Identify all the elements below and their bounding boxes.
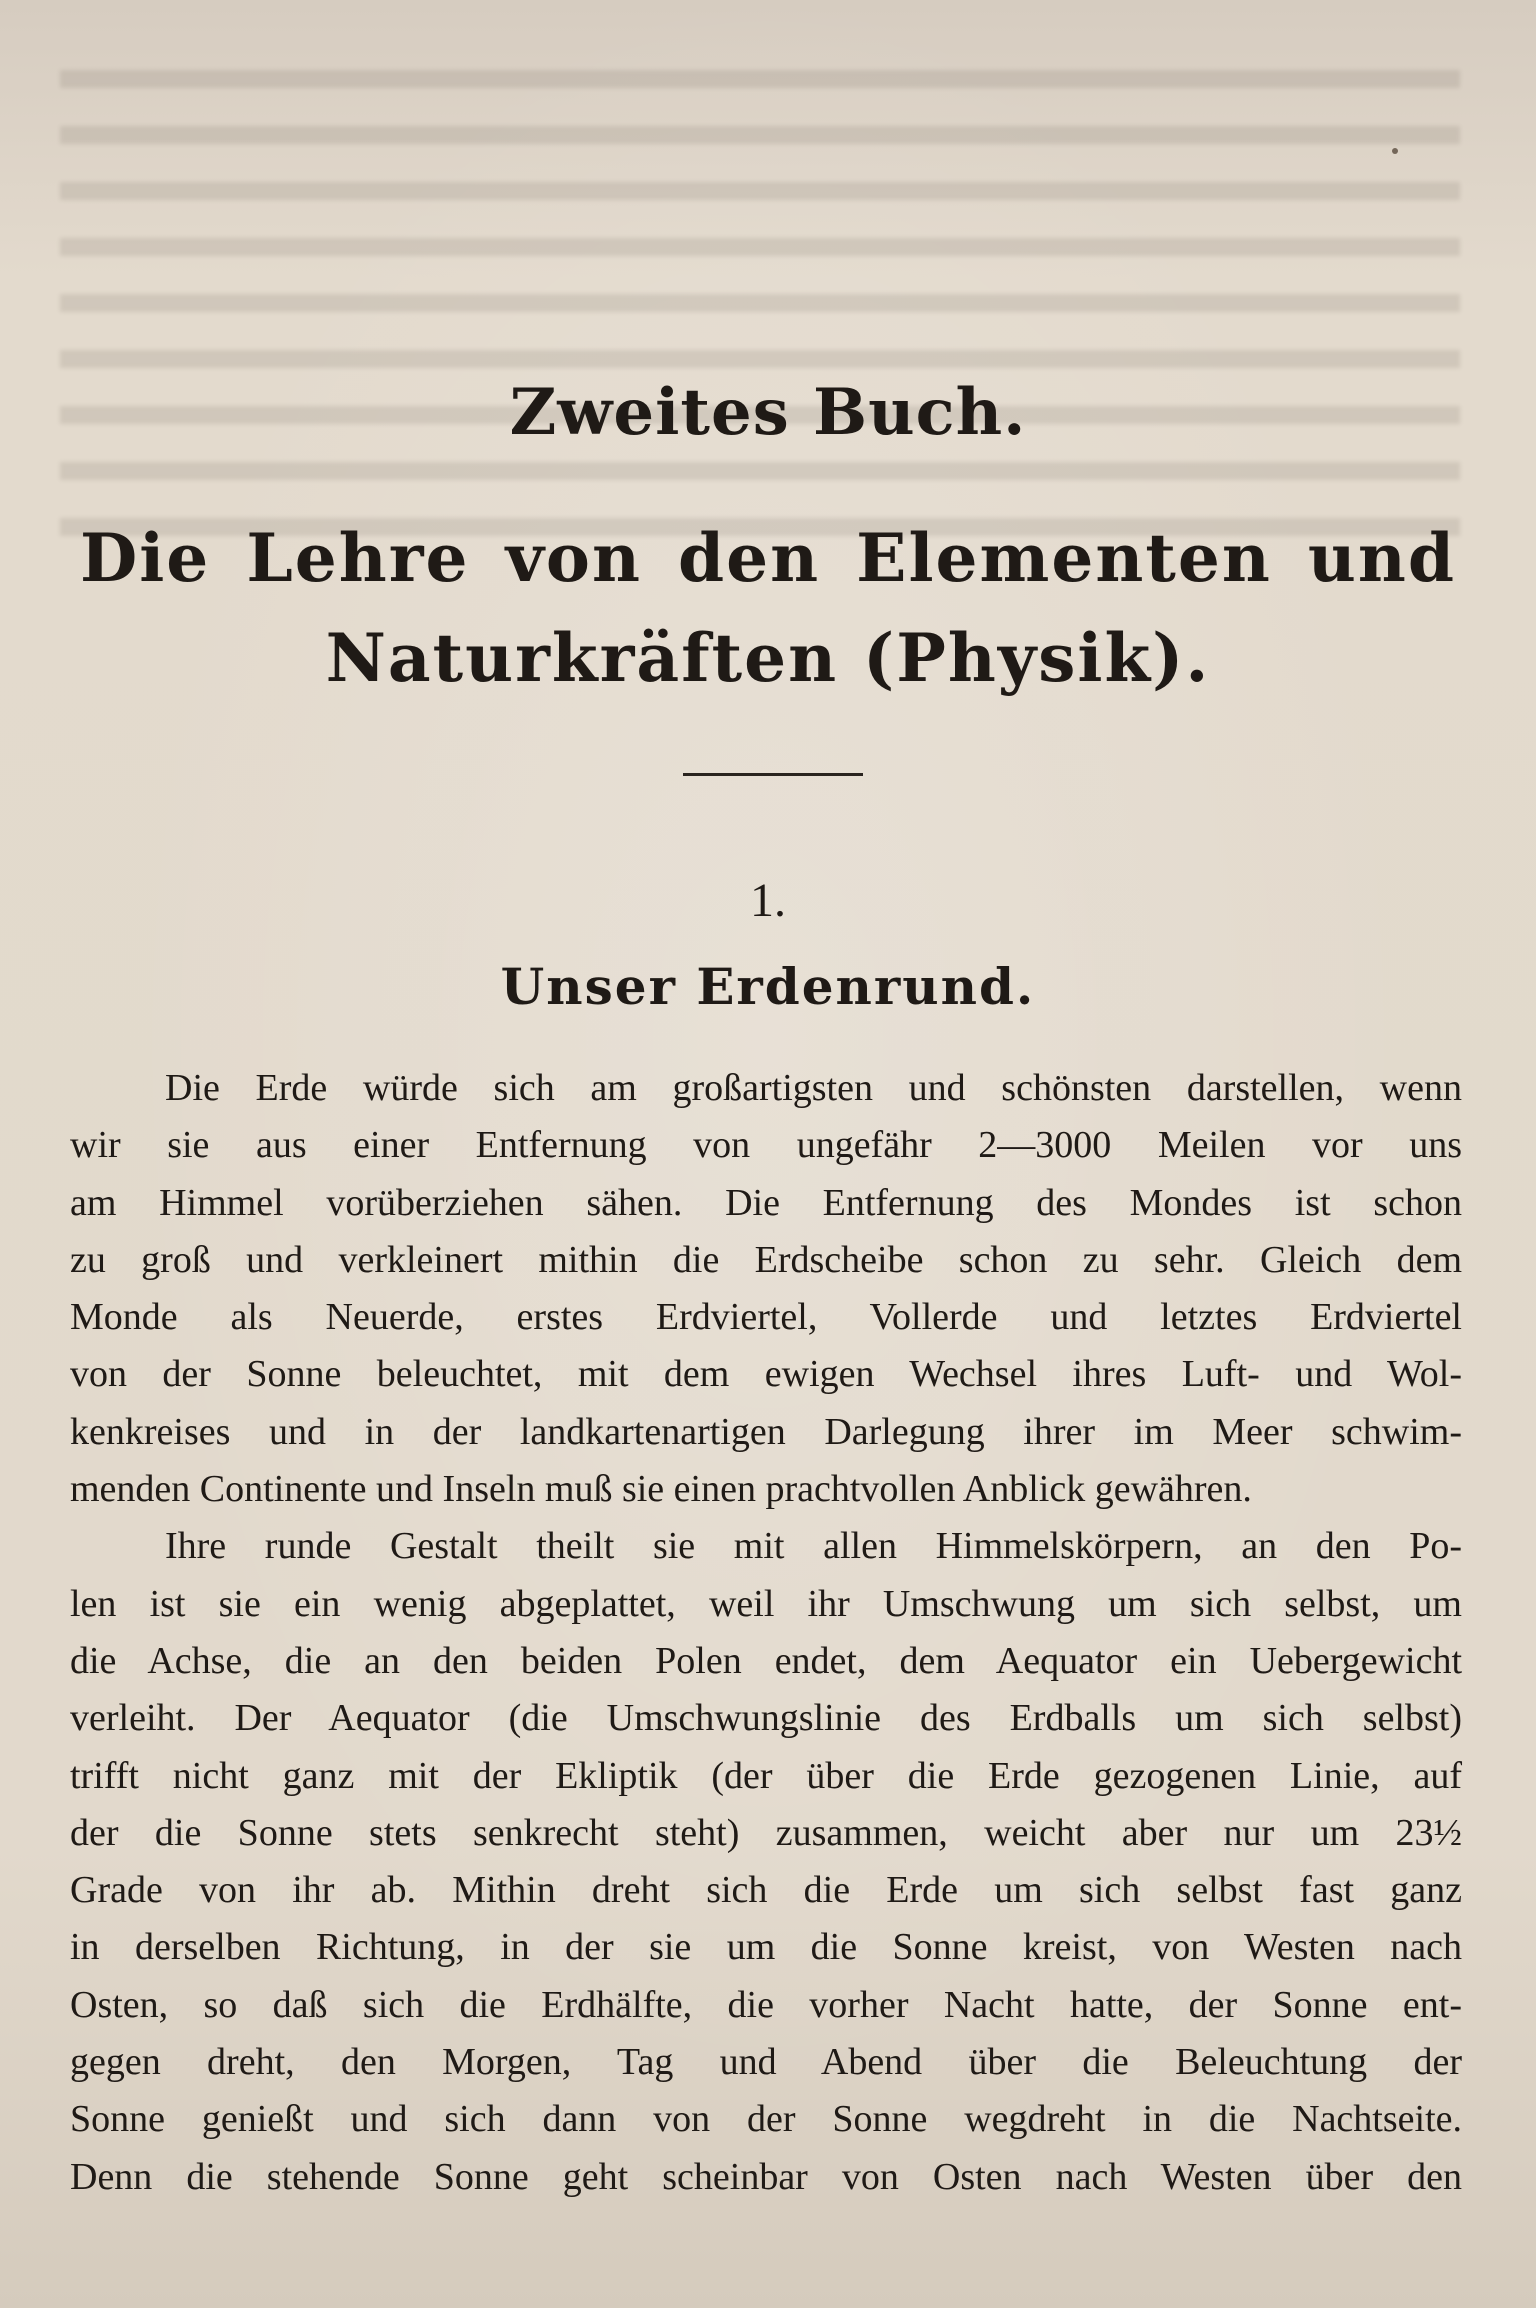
text-line: zu groß und verkleinert mithin die Erdscheibe schon zu sehr. Gleich dem: [70, 1238, 1462, 1281]
ink-speck: [1392, 148, 1398, 154]
book-title: Zweites Buch.: [509, 375, 1027, 450]
text-line: trifft nicht ganz mit der Ekliptik (der über die Erde gezogenen Linie, auf: [70, 1754, 1462, 1797]
section-heading: Unser Erdenrund.: [500, 957, 1036, 1016]
text-line: menden Continente und Inseln muß sie einen prachtvollen Anblick gewähren.: [70, 1468, 1252, 1511]
bleed-through-text: [60, 70, 1460, 540]
text-line: Monde als Neuerde, erstes Erdviertel, Vollerde und letztes Erdviertel: [70, 1296, 1462, 1339]
text-line: der die Sonne stets senkrecht steht) zusammen, weicht aber nur um 23½: [70, 1811, 1462, 1854]
text-line: Osten, so daß sich die Erdhälfte, die vorher Nacht hatte, der Sonne ent-: [70, 1983, 1462, 2026]
text-line: wir sie aus einer Entfernung von ungefähr 2—3000 Meilen vor uns: [70, 1124, 1462, 1167]
text-line: kenkreises und in der landkartenartigen Darlegung ihrer im Meer schwim-: [70, 1410, 1462, 1453]
title-divider: [683, 773, 863, 776]
text-line: Ihre runde Gestalt theilt sie mit allen Himmelskörpern, an den Po-: [165, 1525, 1462, 1568]
text-line: am Himmel vorüberziehen sähen. Die Entfernung des Mondes ist schon: [70, 1181, 1462, 1224]
text-line: Denn die stehende Sonne geht scheinbar von Osten nach Westen über den: [70, 2155, 1462, 2198]
text-line: Die Erde würde sich am großartigsten und schönsten darstellen, wenn: [165, 1067, 1462, 1109]
text-line: die Achse, die an den beiden Polen endet, dem Aequator ein Uebergewicht: [70, 1639, 1462, 1682]
book-subtitle: Die Lehre von den Elementen und Naturkräften (Physik).: [80, 519, 1456, 697]
section-number: 1.: [750, 874, 786, 927]
text-line: Grade von ihr ab. Mithin dreht sich die Erde um sich selbst fast ganz: [70, 1869, 1462, 1912]
text-line: gegen dreht, den Morgen, Tag und Abend über die Beleuchtung der: [70, 2041, 1462, 2084]
text-line: len ist sie ein wenig abgeplattet, weil ihr Umschwung um sich selbst, um: [70, 1582, 1462, 1625]
text-line: in derselben Richtung, in der sie um die Sonne kreist, von Westen nach: [70, 1926, 1462, 1969]
text-line: von der Sonne beleuchtet, mit dem ewigen Wechsel ihres Luft- und Wol-: [70, 1353, 1462, 1396]
text-line: Sonne genießt und sich dann von der Sonne wegdreht in die Nachtseite.: [70, 2098, 1462, 2141]
body-text: [70, 1060, 1462, 2206]
text-line: verleiht. Der Aequator (die Umschwungslinie des Erdballs um sich selbst): [70, 1697, 1462, 1740]
